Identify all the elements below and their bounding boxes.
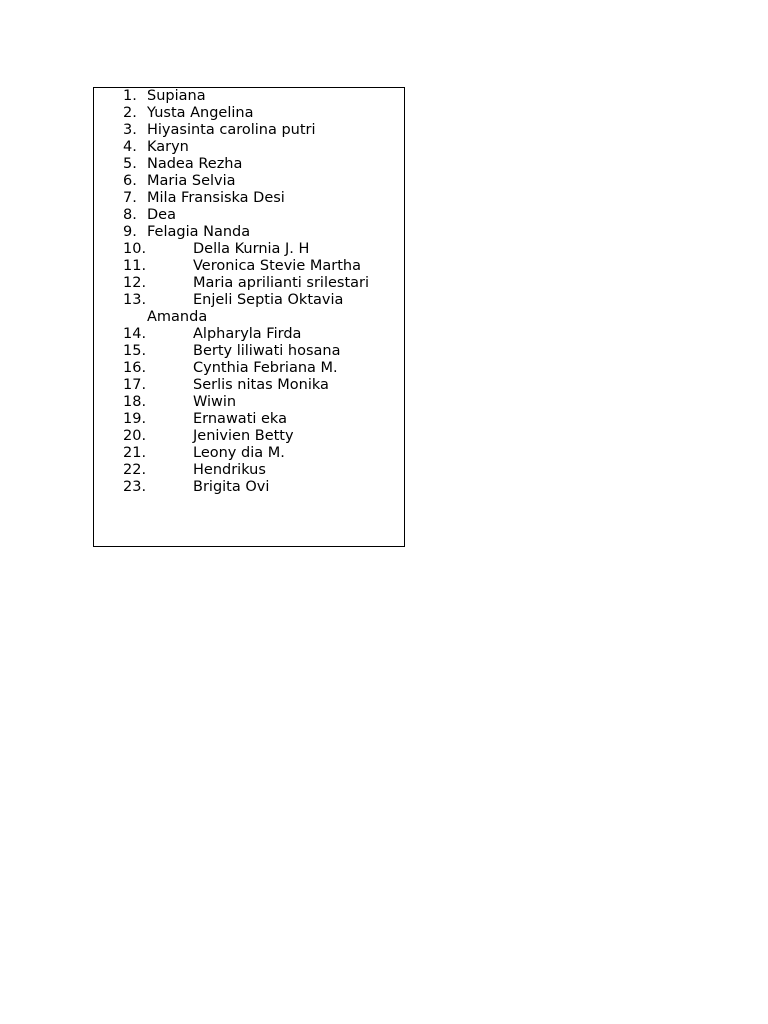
item-number: 13. xyxy=(123,292,147,308)
item-name: Felagia Nanda xyxy=(147,224,251,240)
item-name: Jenivien Betty xyxy=(193,428,294,444)
item-number: 1. xyxy=(123,88,137,104)
item-number: 22. xyxy=(123,462,147,478)
item-name-continuation: Amanda xyxy=(147,309,208,325)
item-name: Leony dia M. xyxy=(193,445,285,461)
item-name: Ernawati eka xyxy=(193,411,287,427)
item-number: 18. xyxy=(123,394,147,410)
item-number: 7. xyxy=(123,190,137,206)
item-number: 21. xyxy=(123,445,147,461)
item-number: 19. xyxy=(123,411,147,427)
item-number: 8. xyxy=(123,207,137,223)
item-number: 5. xyxy=(123,156,137,172)
item-name: Nadea Rezha xyxy=(147,156,243,172)
item-number: 15. xyxy=(123,343,147,359)
item-number: 20. xyxy=(123,428,147,444)
item-name: Mila Fransiska Desi xyxy=(147,190,285,206)
item-number: 4. xyxy=(123,139,137,155)
item-name: Brigita Ovi xyxy=(193,479,270,495)
item-number: 9. xyxy=(123,224,137,240)
item-number: 23. xyxy=(123,479,147,495)
item-number: 14. xyxy=(123,326,147,342)
item-number: 11. xyxy=(123,258,147,274)
item-name: Serlis nitas Monika xyxy=(193,377,329,393)
item-name: Karyn xyxy=(147,139,189,155)
item-name: Cynthia Febriana M. xyxy=(193,360,338,376)
item-number: 12. xyxy=(123,275,147,291)
item-name: Wiwin xyxy=(193,394,237,410)
item-name: Hendrikus xyxy=(193,462,266,478)
item-number: 17. xyxy=(123,377,147,393)
item-name: Maria Selvia xyxy=(147,173,236,189)
item-name: Supiana xyxy=(147,88,206,104)
name-list-box xyxy=(93,87,405,547)
item-name: Della Kurnia J. H xyxy=(193,241,310,257)
item-name: Enjeli Septia Oktavia xyxy=(193,292,344,308)
item-name: Yusta Angelina xyxy=(147,105,254,121)
item-name: Veronica Stevie Martha xyxy=(193,258,361,274)
item-name: Alpharyla Firda xyxy=(193,326,302,342)
item-name: Dea xyxy=(147,207,176,223)
item-number: 16. xyxy=(123,360,147,376)
item-number: 6. xyxy=(123,173,137,189)
item-name: Berty liliwati hosana xyxy=(193,343,341,359)
item-number: 3. xyxy=(123,122,137,138)
item-number: 2. xyxy=(123,105,137,121)
item-name: Hiyasinta carolina putri xyxy=(147,122,316,138)
item-name: Maria aprilianti srilestari xyxy=(193,275,370,291)
item-number: 10. xyxy=(123,241,147,257)
